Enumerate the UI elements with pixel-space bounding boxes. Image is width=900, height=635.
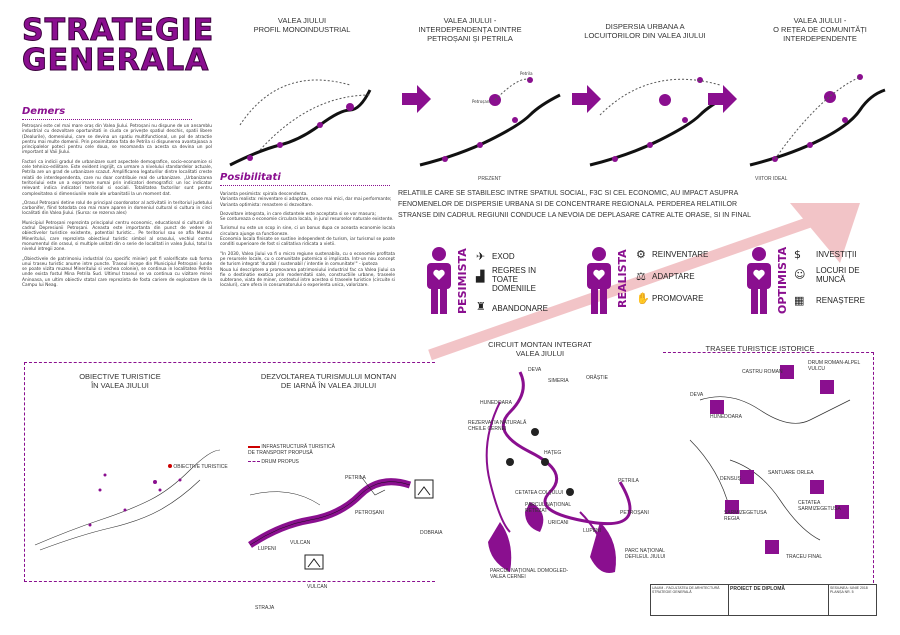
scenario-item: ADAPTARE — [652, 272, 695, 281]
demers-underline — [22, 119, 192, 120]
scenario-item: REINVENTARE — [652, 250, 709, 259]
title-block — [650, 584, 877, 616]
place-hunedoara-ist: HUNEDOARA — [710, 414, 742, 420]
tb-university: UAUIM - FACULTATEA DE ARHITECTURĂ — [652, 586, 720, 590]
promovare-icon: ✋ — [636, 292, 650, 305]
legend-schi-1-label: INFRASTRUCTURĂ TURISTICĂ DE TRANSPORT PROPUSĂ — [248, 444, 335, 456]
place-cetatea-ist: CETATEA SARMIZEGETUSA — [798, 500, 841, 512]
scenario-item: ABANDONARE — [492, 304, 549, 313]
scenarios — [424, 242, 884, 322]
place-deva: DEVA — [528, 367, 542, 373]
relatii-text — [398, 188, 828, 221]
place-hunedoara: HUNEDOARA — [480, 400, 512, 406]
place-traceu: TRACEU FINAL — [786, 554, 823, 560]
place-uricani: URICANI — [548, 520, 569, 526]
caption-viitor: VIITOR IDEAL — [755, 176, 788, 182]
title-line-2: GENERALA — [22, 43, 210, 78]
tb-session: SESIUNEA: IUNIE 2018 — [830, 586, 868, 590]
posibilitati-paragraph: "In 2030, Valea Jiului va fi o micro regiune sustenabila, cu o economie profitata pe resursele locale, cu o comunitate puternica si implicata. Intr-un nou concept de turism integrat 'durabil / sustenabil / intentie in comunitate'" - ipoteza Noua lui descriptere a promovarea patrimoniului industrial fac ca Valea Jiului sa fie o destinatie exotica prin modernitatii sale, constructiile urbane, traseele subterane, viata de miner, contextul intre acestea si traseele turistice (circuite si localuri), care ofera in consumatorului o experienta unica, valorizare. — [220, 251, 395, 289]
abandonare-icon: ♜ — [476, 300, 486, 313]
place-vulcan-2: VULCAN — [307, 584, 328, 590]
scenario-item: REGRES IN TOATE DOMENIILE — [492, 266, 537, 293]
scenario-item: RENAȘTERE — [816, 296, 865, 305]
stage-arrow-3 — [708, 85, 737, 113]
place-cetatea: CETATEA COLȚULUI — [515, 490, 564, 496]
scenario-item: INVESTIȚII — [816, 250, 857, 259]
place-vulcan: VULCAN — [290, 540, 311, 546]
demers-paragraph: Factori ca indicii gradul de urbanizare sunt aspectele demografice, socio-economice si cele tehnico-edilitare. Este evident ingrijit, ca urmare a nivelului standardelor actuale, Petrila are un grad de urbanizare scazut. Amplificarea legaturilor dintre localitati creste relatii de interdependenta, care nu doar contribuie real de urbanizare. „Urbanizarea teritoriului este un a exprimare numai prin indicatori demografici: un loc indicator relevant indica indicatori teritorial si sociali. Totalitatea factorilor sunt pentru complexitatea si dimensiunile reale ale urbanitatii la un moment dat. — [22, 159, 212, 197]
label-petrosani: Petroșani — [472, 99, 491, 104]
legend-obiective-label: OBIECTIVE TURISTICE — [173, 464, 228, 470]
stage-title-1: VALEA JIULUI PROFIL MONOINDUSTRIAL — [253, 16, 351, 34]
map-circuit — [440, 362, 655, 582]
regres-icon: ▟ — [476, 270, 485, 283]
stage-diagram-4 — [750, 74, 885, 165]
stage-diagram-3 — [590, 77, 730, 165]
investitii-icon: $ — [794, 248, 801, 261]
relatii-line: RELATIILE CARE SE STABILESC INTRE SPATIUL SOCIAL, F3C SI CEL ECONOMIC, AU IMPACT ASUPRA — [398, 190, 739, 197]
reinventare-icon: ⚙ — [636, 248, 646, 261]
place-petrila-circuit: PETRILA — [618, 478, 639, 484]
exod-icon: ✈ — [476, 250, 486, 263]
legend-obiective — [168, 464, 228, 470]
scenario-realista: REALISTA — [616, 249, 629, 308]
demers-heading: Demers — [22, 106, 66, 117]
label-petrila: Petrila — [520, 71, 533, 76]
tb-left — [651, 585, 729, 615]
demers-paragraph: „Obiectivele de patrimoniu industrial (cu specific minier) pot fi valorificate sub forma unui traseu turistic anume intre puncte. Traseul incepe din Municipiul Petroșani (unde se poate vizita muzeul Mineritului si vechea colonie), se continua in localitatea Petrila unde exista fostul Mina Petrila Sud. Ultimul traseul se va continua cu vizitare minei Aninoasa, un ultim obiectiv statal care reprezinta de fosta cariere de exploatare de la Campu lui Neag. — [22, 256, 212, 289]
map-obiective-title: OBIECTIVE TURISTICE ÎN VALEA JIULUI — [79, 372, 161, 390]
person-optimista-icon — [744, 246, 774, 316]
page-title — [22, 13, 215, 78]
place-retezat: PARCUL NAȚIONAL RETEZAT — [525, 502, 571, 514]
stage-arrow-1 — [402, 85, 431, 113]
place-defileu: PARC NAȚIONAL DEFILEUL JIULUI — [625, 548, 666, 560]
map-istorice-title: TRASEE TURISTICE ISTORICE — [705, 344, 815, 353]
place-straja: STRAJA — [255, 605, 275, 611]
relatii-line: FENOMENELOR DE DISPERSIE URBANA SI DE CONCENTRARE REGIONALA. PERDEREA RELATIILOR — [398, 201, 738, 208]
tb-mid — [729, 585, 829, 615]
place-castru: CASTRU ROMAN — [742, 369, 783, 375]
map-schi-title: DEZVOLTAREA TURISMULUI MONTAN DE IARNĂ ÎN VALEA JIULUI — [260, 372, 397, 390]
place-orastie: ORĂȘTIE — [586, 375, 608, 381]
adaptare-icon: ⚖ — [636, 270, 646, 283]
person-pesimista-icon — [424, 246, 454, 316]
legend-schi-1 — [248, 444, 335, 456]
legend-schi-2-label: DRUM PROPUS — [261, 459, 299, 465]
posibilitati-paragraph: Turismul nu este un scop in sine, ci un bonus dupa ce aceasta economie locala circulara ajunge sa functioneze. Economia locala finisate se sustine independent de turism, iar turismul se poate conditi superioare de fost si calitativa ridicata a vietii. — [220, 226, 395, 248]
map-schi — [230, 465, 435, 570]
place-cheile-cernei: REZERVAȚIA NATURALĂ CHEILE CERNEI — [468, 420, 527, 432]
scenario-item: PROMOVARE — [652, 294, 704, 303]
posibilitati-section — [220, 172, 395, 293]
stage-title-4: VALEA JIULUI - O REȚEA DE COMUNITĂȚI INTERDEPENDENTE — [773, 16, 867, 43]
locuri-munca-icon: ☺ — [794, 268, 806, 281]
demers-paragraph: Municipiul Petroșani reprezinta principalul centru economic, educational si cultural din cadrul Depresiunii Petroșani. Aceasta este importanta din punct de vedere al obiectivelor turistice existente, potential turistic... Pe teritoriul sau se afla Muzeul Mineritului, care reprezinta obiectivul turistic simbol al orasului, vechiul centru monumentul din orasul, si multiple unitati din o serie de localitati in valea Jiului, totul la nivelul intregii zone. — [22, 220, 212, 253]
stage-arrow-2 — [572, 85, 601, 113]
title-line-1: STRATEGIE — [22, 13, 215, 48]
place-dobraia: DOBRAIA — [420, 530, 443, 536]
place-densus: DENSUȘ — [720, 476, 741, 482]
stage-diagram-2 — [420, 71, 560, 165]
place-petrosani-circuit: PETROȘANI — [620, 510, 649, 516]
caption-prezent: PREZENT — [478, 176, 502, 182]
demers-section — [22, 106, 212, 292]
renastere-icon: ▦ — [794, 294, 805, 307]
tb-project: PROIECT DE DIPLOMĂ — [730, 586, 786, 592]
place-petrosani: PETROȘANI — [355, 510, 384, 516]
posibilitati-paragraph: Dezvoltare integrata, in care distantele este acceptata si se vor masura; Se contureaza o economie circulara locala, in jurul resurselor naturale existente. — [220, 211, 394, 223]
scenario-item: LOCURI DE MUNCĂ — [816, 266, 860, 284]
place-drum-roman: DRUM ROMAN-ALPEL VULCU — [808, 360, 861, 372]
tb-subject: STRATEGIE GENERALĂ — [652, 590, 692, 594]
place-hateg: HAȚEG — [544, 450, 562, 456]
scenario-pesimista: PESIMISTA — [456, 248, 469, 314]
place-domogled: PARCUL NAȚIONAL DOMOGLED-VALEA CERNEI — [490, 568, 569, 580]
tb-sheet: PLANȘA NR. 5 — [830, 590, 854, 594]
posibilitati-paragraph: Varianta pesimista: spirala descendenta. Varianta realista: reinventare si adaptare, orase mai mici, dar mai performante; Varianta optimista: renastere si dezvoltare. — [220, 192, 392, 208]
posibilitati-heading: Posibilitati — [220, 172, 281, 183]
tb-right — [829, 585, 876, 615]
stages-diagram — [220, 55, 900, 175]
stage-diagram-1 — [230, 80, 370, 165]
place-simeria: SIMERIA — [548, 378, 569, 384]
map-obiective — [30, 410, 230, 570]
place-lupeni: LUPENI — [258, 546, 277, 552]
demers-paragraph: „Orasul Petroșani detine rolul de principal coordonator al activitatii in teritoriul judetului carbonifer, fiind totodata cea mai mare aparen in domeniul cultural si cultura in cinci localitati din Valea Jiului. (Sursa: se rezerva ales) — [22, 200, 212, 217]
place-lupeni-circuit: LUPENI — [583, 528, 602, 534]
posibilitati-underline — [220, 185, 390, 186]
demers-paragraph: Petroșani este cel mai mare oraș din Valea Jiului. Petroșani nu dispune de un ansamblu industrial cu dezvoltare oportunitati in ciuda ce privește spatiul deschis, spatii libere (Dealurile), domeniului, care se devina un spatiu multifunctional, un pol de atractie pentru mai multe domenii. Prin proximitatea fata de Petrila si dispunerea avantajoasa a principalelor poteci pentru cele doua, se recomanda ca acesta sa devina un pol important al Vaii Jiului. — [22, 124, 212, 156]
place-deva-ist: DEVA — [690, 392, 704, 398]
map-circuit-title: CIRCUIT MONTAN INTEGRAT VALEA JIULUI — [488, 340, 592, 358]
person-realista-icon — [584, 246, 614, 316]
scenario-item: EXOD — [492, 252, 515, 261]
stage-title-3: DISPERSIA URBANA A LOCUITORILOR DIN VALEA JIULUI — [584, 22, 706, 40]
place-sarmizegetusa: SARMIZEGETUSA REGIA — [724, 510, 767, 522]
scenario-optimista: OPTIMISTA — [776, 246, 789, 314]
place-orlea: SANTUARE ORLEA — [768, 470, 814, 476]
relatii-line: STRANSE DIN CADRUL REGIUNII CONDUCE LA NEVOIA DE DEPLASARE CATRE ALTE ORASE, SI IN FINAL — [398, 212, 752, 219]
stage-title-2: VALEA JIULUI - INTERDEPENDENȚA DINTRE PETROȘANI ȘI PETRILA — [418, 16, 522, 43]
place-petrila: PETRILA — [345, 475, 366, 481]
